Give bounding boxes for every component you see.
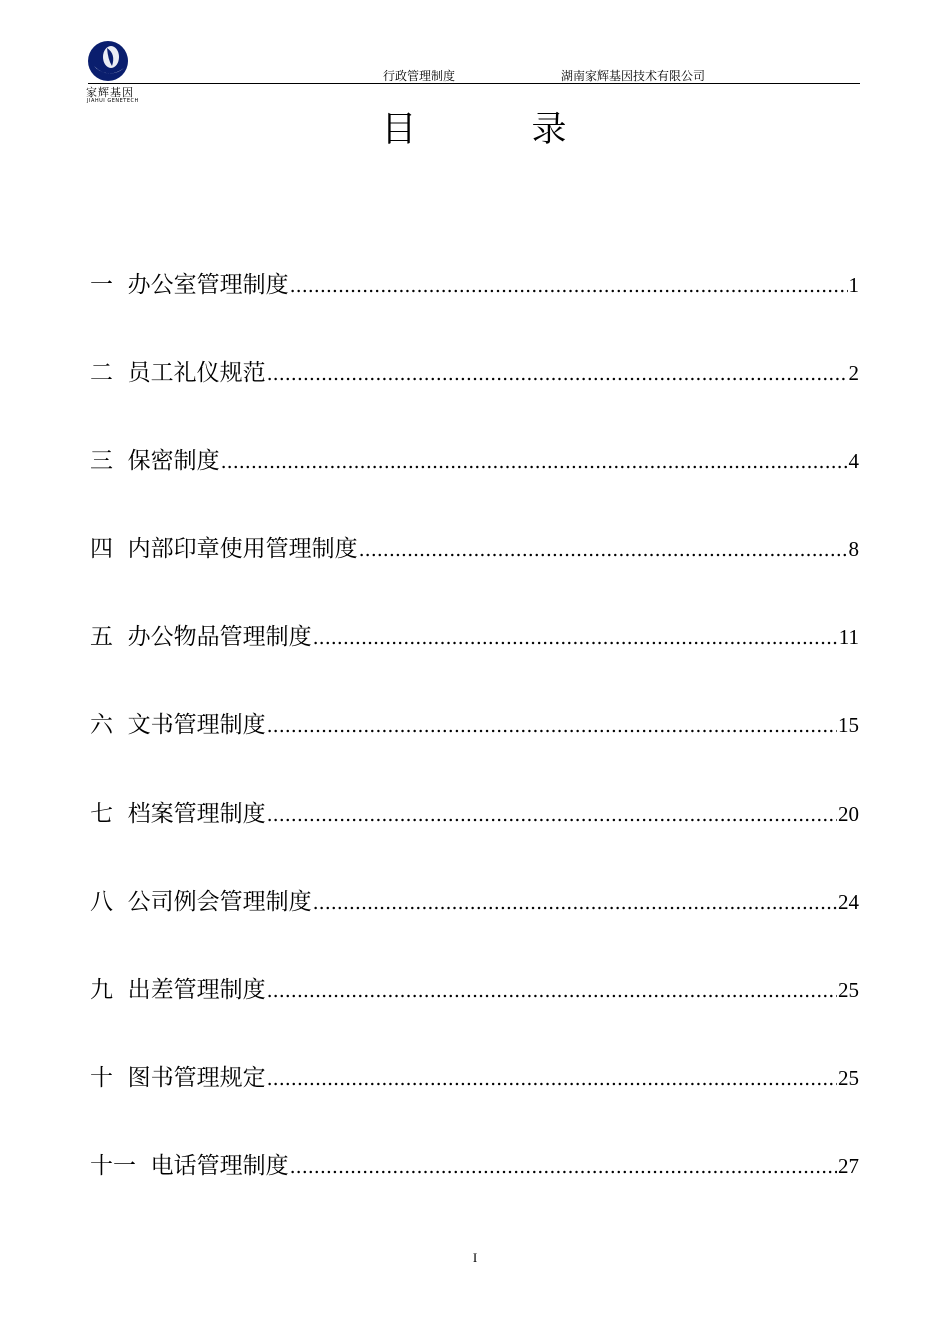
toc-dot-leader [290, 1156, 837, 1178]
toc-entry-spacer [113, 712, 128, 738]
toc-dot-leader [267, 715, 837, 737]
toc-dot-leader [313, 627, 838, 649]
header-company-name: 湖南家辉基因技术有限公司 [561, 69, 706, 83]
toc-entry[interactable] [90, 883, 859, 971]
toc-entry-number: 四 [90, 536, 113, 563]
toc-entry-spacer [113, 1065, 128, 1091]
toc-entry-title: 内部印章使用管理制度 [127, 536, 358, 563]
toc-entry-spacer [136, 1153, 151, 1179]
logo-name-en: JIAHUI GENETECH [87, 98, 139, 104]
header-divider [88, 83, 860, 84]
toc-entry-number: 八 [90, 888, 113, 915]
toc-entry-spacer [113, 272, 128, 298]
toc-entry-page: 20 [838, 801, 859, 826]
toc-entry[interactable] [90, 530, 859, 618]
toc-entry[interactable] [90, 1147, 859, 1235]
toc-entry-page: 1 [848, 273, 859, 297]
toc-entry-number: 七 [90, 800, 113, 827]
toc-entry-page: 11 [838, 625, 859, 650]
table-of-contents [90, 266, 859, 1235]
toc-entry-title: 办公室管理制度 [127, 272, 289, 298]
toc-entry-title: 图书管理规定 [127, 1064, 266, 1091]
toc-entry[interactable] [90, 706, 859, 794]
toc-entry[interactable] [90, 1059, 859, 1147]
toc-entry-number: 三 [90, 448, 113, 475]
toc-entry-page: 25 [838, 1065, 859, 1090]
page-title: 目 录 [381, 110, 569, 150]
toc-dot-leader [267, 980, 837, 1002]
toc-entry-spacer [113, 889, 128, 915]
toc-entry-page: 27 [838, 1153, 859, 1178]
toc-entry-spacer [113, 536, 128, 562]
toc-entry-number: 二 [90, 360, 113, 387]
toc-entry-spacer [113, 977, 128, 1003]
toc-entry-page: 2 [848, 361, 859, 386]
toc-dot-leader [267, 804, 837, 826]
toc-entry[interactable] [90, 442, 859, 530]
header-doc-category: 行政管理制度 [383, 69, 456, 83]
toc-entry-page: 24 [838, 889, 859, 914]
toc-entry[interactable] [90, 971, 859, 1059]
toc-entry-spacer [113, 801, 128, 827]
toc-entry-number: 五 [90, 624, 113, 651]
toc-entry-spacer [113, 360, 128, 386]
toc-dot-leader [359, 539, 848, 561]
toc-dot-leader [290, 275, 848, 297]
toc-entry[interactable] [90, 795, 859, 883]
toc-entry-number: 九 [90, 976, 113, 1003]
toc-entry[interactable] [90, 354, 859, 442]
toc-entry-title: 公司例会管理制度 [127, 888, 312, 915]
toc-entry-title: 档案管理制度 [127, 800, 266, 827]
toc-entry-number: 十一 [90, 1152, 136, 1179]
toc-entry-title: 办公物品管理制度 [127, 624, 312, 651]
toc-entry-spacer [113, 624, 128, 650]
toc-entry-page: 4 [848, 449, 859, 474]
toc-entry-title: 电话管理制度 [150, 1152, 289, 1179]
toc-entry[interactable] [90, 618, 859, 706]
toc-entry-title: 保密制度 [127, 448, 220, 475]
toc-dot-leader [267, 1068, 837, 1090]
toc-entry-title: 文书管理制度 [127, 712, 266, 739]
logo-mark-icon [86, 40, 132, 84]
toc-dot-leader [221, 451, 848, 473]
page-number: I [472, 1250, 478, 1265]
toc-entry-number: 十 [90, 1064, 113, 1091]
toc-entry-page: 25 [838, 977, 859, 1002]
logo-name-cn: 家辉基因 [86, 86, 134, 99]
toc-dot-leader [267, 363, 848, 385]
toc-entry-title: 出差管理制度 [127, 976, 266, 1003]
toc-entry-title: 员工礼仪规范 [127, 360, 266, 387]
toc-dot-leader [313, 892, 837, 914]
toc-entry-page: 8 [848, 537, 859, 562]
toc-entry-spacer [113, 448, 128, 474]
toc-entry-page: 15 [838, 713, 859, 738]
toc-entry-number: 六 [90, 712, 113, 739]
toc-entry-number: 一 [90, 272, 113, 298]
toc-entry[interactable] [90, 266, 859, 354]
